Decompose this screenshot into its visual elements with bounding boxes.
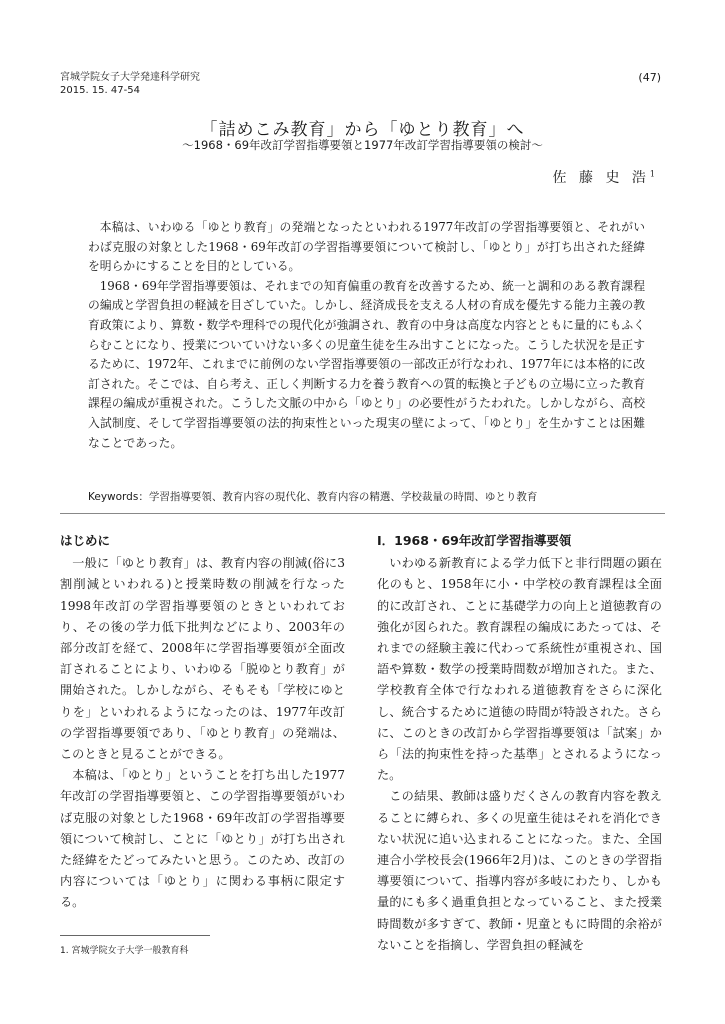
left-column [60,530,345,914]
section-divider [60,513,665,514]
journal-name: 宮城学院女子大学発達科学研究 [60,72,200,83]
section1-paragraph-1: いわゆる新教育による学力低下と非行問題の顕在化のもと、1958年に小・中学校の教育課程は全面的に改訂され、ことに基礎学力の向上と道徳教育の強化が図られた。教育課程の編成にあたっては、それまでの経験主義に代わって系統性が重視され、国語や算数・数学の授業時間数が増加された。また、学校教育全体で行なわれる道徳教育をさらに深化し、統合するために道徳の時間が特設された。さらに、このときの改訂から学習指導要領は「試案」から「法的拘束性を持った基準」とされるようになった。 [377,556,662,783]
footnote-divider [60,935,210,936]
section-heading-1: Ⅰ．1968・69年改訂学習指導要領 [377,533,572,548]
running-header [60,71,200,97]
citation: 2015. 15. 47-54 [60,85,140,96]
section-heading-introduction: はじめに [60,533,111,548]
author-name: 佐 藤 史 浩 [552,170,650,186]
author-footnote-mark: 1 [649,169,655,179]
paper-title: 「詰めこみ教育」から「ゆとり教育」へ [200,120,525,140]
right-column [377,530,662,956]
footnote: 1. 宮城学院女子大学一般教育科 [60,946,189,956]
paper-subtitle: ～1968・69年改訂学習指導要領と1977年改訂学習指導要領の検討～ [182,138,543,152]
abstract [88,218,645,453]
abstract-paragraph-1: 本稿は、いわゆる「ゆとり教育」の発端となったといわれる1977年改訂の学習指導要領と、それがいわば克服の対象とした1968・69年改訂の学習指導要領について検討し、「ゆとり」が打ち出された経緯を明らかにすることを目的としている。 [88,220,645,274]
intro-paragraph-1: 一般に「ゆとり教育」は、教育内容の削減(俗に3割削減といわれる)と授業時数の削減を行なった1998年改訂の学習指導要領のときといわれており、その後の学力低下批判などにより、2003年の部分改訂を経て、2008年に学習指導要領が全面改訂されることにより、いわゆる「脱ゆとり教育」が開始された。しかしながら、そもそも「学校にゆとりを」といわれるようになったのは、1977年改訂の学習指導要領であり、「ゆとり教育」の発端は、このときと見ることができる。 [60,556,345,762]
keywords: Keywords：学習指導要領、教育内容の現代化、教育内容の精選、学校裁量の時間、ゆとり教育 [88,491,538,503]
intro-paragraph-2: 本稿は、「ゆとり」ということを打ち出した1977年改訂の学習指導要領と、この学習指導要領がいわば克服の対象とした1968・69年改訂の学習指導要領について検討し、ことに「ゆとり」が打ち出された経緯をたどってみたいと思う。このため、改訂の内容については「ゆとり」に関わる事柄に限定する。 [60,768,345,910]
section1-paragraph-2: この結果、教師は盛りだくさんの教育内容を教えることに縛られ、多くの児童生徒はそれを消化できない状況に追い込まれることになった。また、全国連合小学校長会(1966年2月)は、このときの学習指導要領について、指導内容が多岐にわたり、しかも量的にも多く過重負担となっていること、また授業時間数が多すぎて、教師・児童ともに時間的余裕がないことを指摘し、学習負担の軽減を [377,789,662,952]
abstract-paragraph-2: 1968・69年学習指導要領は、それまでの知育偏重の教育を改善するため、統一と調和のある教育課程の編成と学習負担の軽減を目ざしていた。しかし、経済成長を支える人材の育成を優先する能力主義の教育政策により、算数・数学や理科での現代化が強調され、教育の中身は高度な内容とともに量的にもふくらむことになり、授業についていけない多くの児童生徒を生み出すことになった。こうした状況を是正するために、1972年、これまでに前例のない学習指導要領の一部改正が行なわれ、1977年には本格的に改訂された。そこでは、自ら考え、正しく判断する力を養う教育への質的転換と子どもの立場に立った教育課程の編成が重視された。こうした文脈の中から「ゆとり」の必要性がうたわれた。しかしながら、高校入試制度、そして学習指導要領の法的拘束性といった現実の壁によって、「ゆとり」を生かすことは困難なことであった。 [88,278,645,450]
author [553,167,655,187]
page-number: (47) [638,71,661,84]
